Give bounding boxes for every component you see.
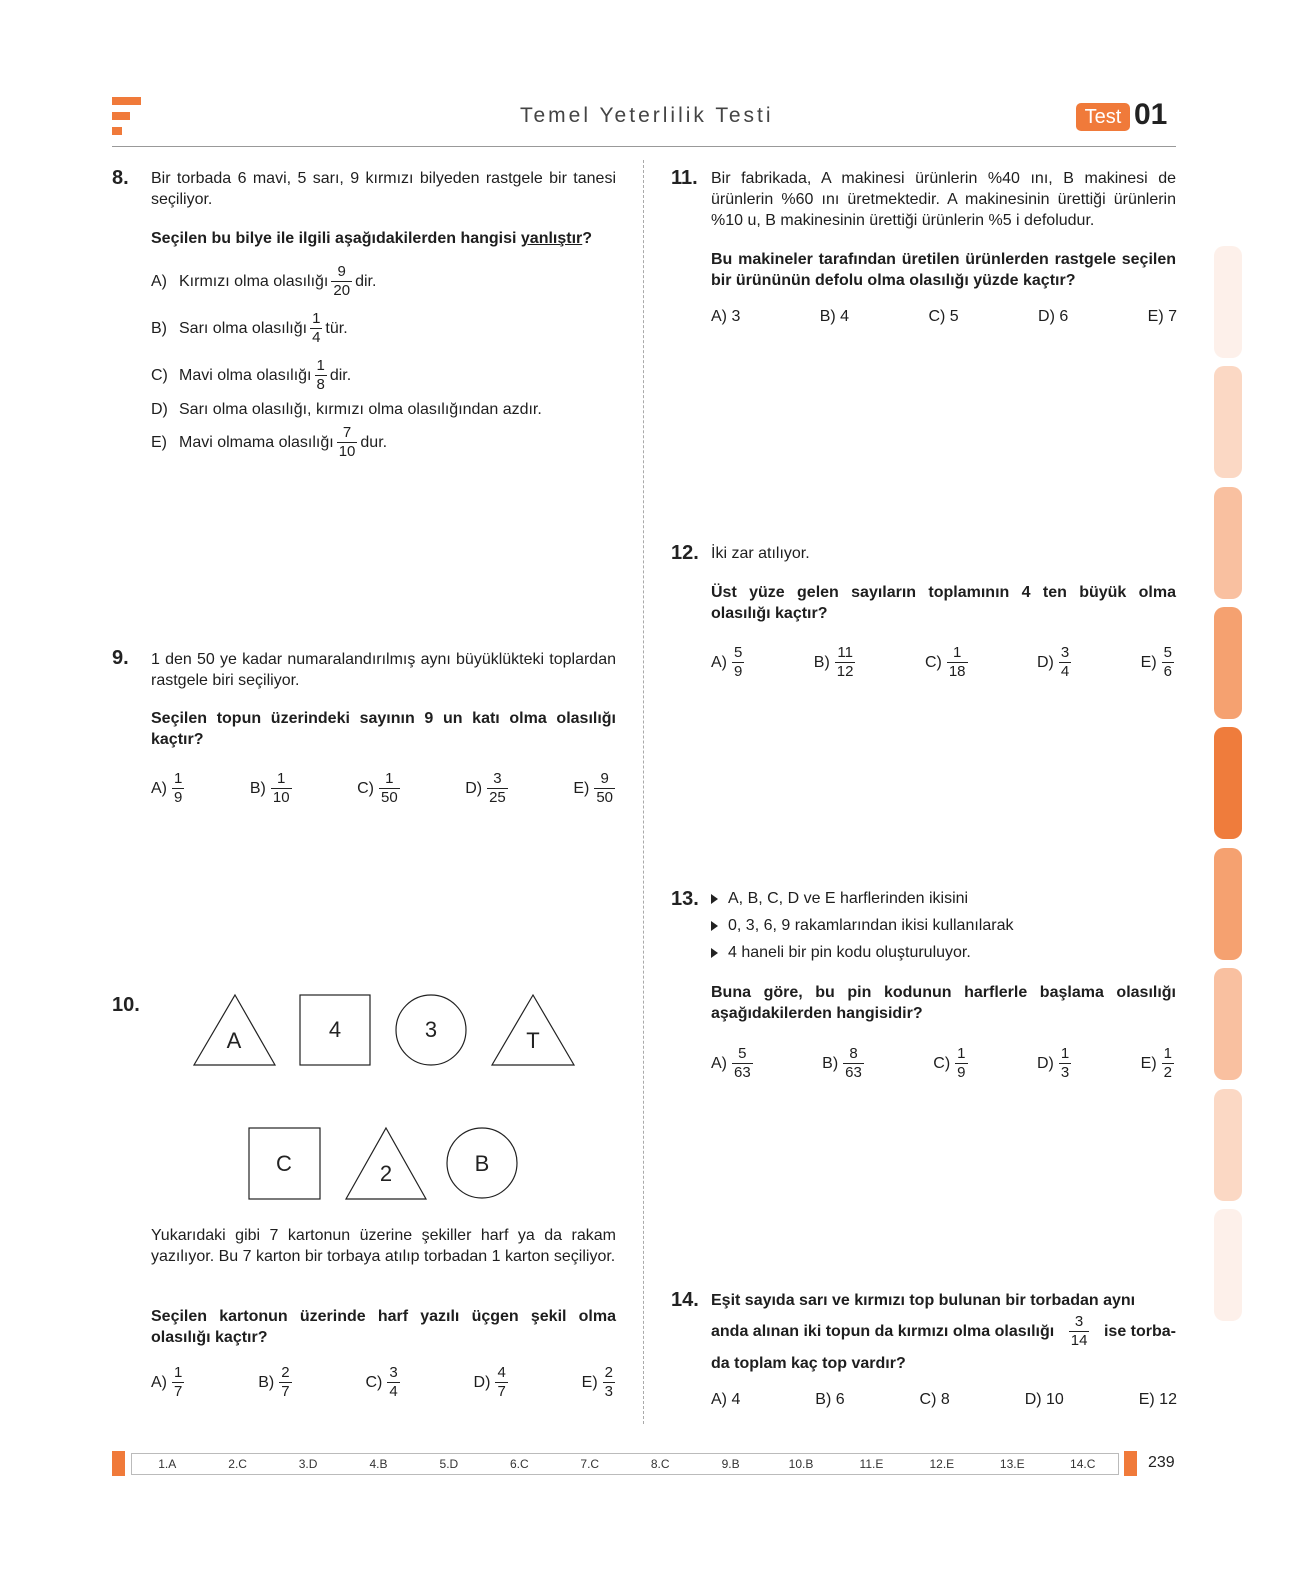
fraction: [1162, 1045, 1174, 1082]
question-14-option-e[interactable]: E) 12: [1138, 1391, 1177, 1408]
test-badge: Test: [1076, 103, 1130, 131]
fraction: [1059, 644, 1071, 681]
fraction-denominator: 14: [1070, 1332, 1088, 1349]
answer-key-item: 2.C: [228, 1457, 247, 1471]
bullet-text: A, B, C, D ve E harflerinden ikisini: [728, 890, 969, 907]
fraction-numerator: 8: [843, 1045, 864, 1064]
question-14-line-3: da toplam kaç top vardır?: [711, 1355, 906, 1372]
fraction: [331, 263, 352, 300]
fraction: [1059, 1045, 1071, 1082]
answer-key-item: 4.B: [369, 1457, 388, 1471]
header-title: Temel Yeterlilik Testi: [520, 104, 774, 127]
answer-bar-left-block: [112, 1451, 125, 1476]
fraction-numerator: 3: [1069, 1313, 1090, 1332]
card-triangle-a: [194, 995, 275, 1065]
fraction-numerator: 1: [316, 357, 325, 374]
question-8-question: [151, 228, 616, 249]
question-8-stem: Bir torbada 6 mavi, 5 sarı, 9 kırmızı bilyeden rastgele bir tanesi seçiliyor.: [151, 170, 616, 208]
question-10-option-c[interactable]: [365, 1364, 402, 1401]
question-13-option-b[interactable]: [822, 1045, 867, 1082]
fraction-denominator: 9: [174, 789, 183, 806]
answer-key-item: 8.C: [650, 1457, 670, 1471]
card-triangle-t: [492, 995, 574, 1065]
choice-label: D): [151, 401, 168, 418]
question-8-question-post: ?: [582, 230, 593, 247]
question-10-number: 10.: [112, 994, 140, 1016]
logo-bar-middle: [112, 112, 130, 120]
fraction-denominator: 25: [489, 789, 506, 806]
fraction: [1162, 644, 1174, 681]
choice-suffix: dir.: [355, 272, 377, 290]
question-10-option-b[interactable]: [258, 1364, 294, 1401]
question-12-option-b[interactable]: [814, 644, 859, 681]
question-14-option-a[interactable]: A) 4: [711, 1391, 741, 1408]
fraction-numerator: 9: [331, 263, 352, 282]
question-10-option-a[interactable]: [151, 1364, 187, 1401]
fraction-denominator: 50: [380, 789, 398, 806]
question-14-line-1: Eşit sayıda sarı ve kırmızı top bulunan bir torbadan aynı: [711, 1292, 1136, 1309]
fraction-denominator: 4: [312, 329, 321, 346]
fraction-numerator: 1: [174, 1364, 183, 1381]
card-square-c: [249, 1128, 320, 1199]
question-13-options: [711, 1045, 1177, 1082]
question-10-option-d[interactable]: [474, 1364, 511, 1401]
question-13-option-e[interactable]: [1141, 1045, 1177, 1082]
question-11-option-a[interactable]: A) 3: [711, 308, 741, 325]
fraction-numerator: 1: [174, 770, 183, 787]
answer-key-item: 13.E: [999, 1457, 1025, 1471]
question-11-option-c[interactable]: C) 5: [928, 308, 959, 325]
question-13-option-a[interactable]: [711, 1045, 756, 1082]
fraction: [172, 770, 184, 807]
fraction-numerator: 2: [604, 1364, 613, 1381]
fraction-denominator: 9: [734, 663, 743, 680]
question-9-options: [151, 770, 618, 807]
bullet-arrow-icon: [711, 921, 718, 931]
fraction-numerator: 5: [734, 644, 743, 661]
card-label: 4: [328, 1017, 342, 1042]
fraction: [594, 770, 615, 807]
question-10-options: [151, 1364, 618, 1401]
choice-label: A): [151, 272, 167, 290]
question-8-number: 8.: [112, 167, 129, 189]
option-label: E): [1140, 653, 1157, 671]
question-13-bullet-1: [711, 890, 968, 908]
question-13-option-c[interactable]: [933, 1045, 970, 1082]
question-13-bullet-2: [711, 917, 1013, 935]
fraction-denominator: 4: [1060, 663, 1070, 680]
card-label: B: [474, 1151, 490, 1176]
card-label: 3: [424, 1017, 438, 1042]
logo-bar-bottom: [112, 127, 122, 135]
answer-key-item: 1.A: [158, 1457, 177, 1471]
question-14-line-2-post: ise torba-: [1103, 1323, 1176, 1340]
option-label: C): [357, 779, 374, 797]
question-11-number: 11.: [671, 167, 698, 189]
fraction-denominator: 3: [604, 1383, 613, 1400]
question-8-choice-b[interactable]: [151, 310, 348, 347]
choice-text: Sarı olma olasılığı, kırmızı olma olasılığından azdır.: [179, 401, 542, 418]
bullet-text: 0, 3, 6, 9 rakamlarından ikisi kullanılarak: [728, 917, 1014, 934]
fraction-denominator: 7: [174, 1383, 183, 1400]
question-14-line-2: [711, 1313, 1176, 1350]
answer-bar-right-block: [1124, 1451, 1137, 1476]
fraction-denominator: 10: [272, 789, 290, 806]
choice-text: Mavi olma olasılığı: [179, 366, 312, 384]
question-11-option-d[interactable]: D) 6: [1038, 308, 1069, 325]
side-tab-3[interactable]: [1214, 487, 1242, 599]
fraction-numerator: 3: [487, 770, 508, 789]
fraction-numerator: 1: [957, 1045, 966, 1062]
question-12-stem: İki zar atılıyor.: [711, 545, 810, 562]
answer-key-bar: [131, 1453, 1119, 1475]
option-label: B): [249, 779, 266, 797]
fraction-denominator: 63: [845, 1064, 862, 1081]
fraction-denominator: 20: [333, 282, 351, 299]
fraction: [337, 424, 358, 461]
question-12-option-d[interactable]: [1037, 644, 1074, 681]
card-label: T: [526, 1028, 540, 1053]
question-8-choice-c[interactable]: [151, 357, 351, 394]
option-label: A): [151, 1373, 167, 1391]
option-label: E): [581, 1373, 598, 1391]
choice-text: Sarı olma olasılığı: [179, 319, 308, 337]
fraction: [315, 357, 327, 394]
question-12-options: [711, 644, 1177, 681]
fraction-denominator: 6: [1163, 663, 1172, 680]
question-9-option-c[interactable]: [357, 770, 403, 807]
answer-key-item: 11.E: [859, 1457, 884, 1471]
option-label: B): [813, 653, 830, 671]
bullet-arrow-icon: [711, 894, 718, 904]
card-circle-3: [396, 995, 466, 1065]
question-12-option-c[interactable]: [925, 644, 971, 681]
fraction-denominator: 2: [1163, 1064, 1172, 1081]
choice-text: Mavi olmama olasılığı: [179, 433, 334, 451]
fraction-numerator: 1: [1060, 1045, 1070, 1062]
question-14-option-c[interactable]: C) 8: [919, 1391, 950, 1408]
question-13-bullet-3: [711, 944, 971, 962]
answer-key-item: 5.D: [439, 1457, 459, 1471]
page-number: 239: [1148, 1454, 1175, 1471]
option-label: A): [711, 653, 727, 671]
answer-key-item: 7.C: [580, 1457, 600, 1471]
fraction-numerator: 5: [732, 1045, 753, 1064]
question-9-option-d[interactable]: [465, 770, 511, 807]
fraction-denominator: 50: [596, 789, 613, 806]
option-label: A): [151, 779, 167, 797]
side-tab-6[interactable]: [1214, 848, 1242, 960]
header-divider: [112, 146, 1176, 147]
question-8-choice-e[interactable]: [151, 424, 387, 461]
side-tab-8[interactable]: [1214, 1089, 1242, 1201]
side-tab-2[interactable]: [1214, 366, 1242, 478]
fraction: [271, 770, 292, 807]
option-label: D): [473, 1373, 491, 1391]
choice-label: B): [151, 319, 167, 337]
fraction-denominator: 10: [338, 443, 356, 460]
fraction: [835, 644, 856, 681]
question-14-option-b[interactable]: B) 6: [815, 1391, 845, 1408]
option-label: C): [924, 653, 942, 671]
answer-key-item: 14.C: [1070, 1457, 1096, 1471]
fraction: [387, 1364, 399, 1401]
fraction: [843, 1045, 864, 1082]
logo-bar-top: [112, 97, 141, 105]
fraction: [172, 1364, 184, 1401]
answer-key-item: 12.E: [929, 1457, 955, 1471]
fraction: [379, 770, 400, 807]
fraction-denominator: 7: [497, 1383, 506, 1400]
fraction-numerator: 1: [947, 644, 968, 663]
column-divider: [643, 160, 644, 1424]
question-11-option-e[interactable]: E) 7: [1147, 308, 1177, 325]
question-9-question: Seçilen topun üzerindeki sayının 9 un katı olma olasılığı kaçtır?: [151, 710, 616, 748]
fraction: [732, 1045, 753, 1082]
question-12-option-e[interactable]: [1141, 644, 1177, 681]
option-label: C): [933, 1054, 951, 1072]
choice-suffix: dir.: [329, 366, 352, 384]
fraction-denominator: 12: [836, 663, 854, 680]
fraction: [947, 644, 968, 681]
question-14-number: 14.: [671, 1289, 699, 1311]
side-tab-7[interactable]: [1214, 968, 1242, 1080]
question-10-cards-figure: [180, 985, 600, 1210]
fraction-denominator: 8: [316, 376, 325, 393]
fraction: [279, 1364, 291, 1401]
question-12-option-a[interactable]: [711, 644, 747, 681]
question-9-option-a[interactable]: [151, 770, 187, 807]
question-13-question: Buna göre, bu pin kodunun harflerle başlama olasılığı aşağıdakilerden hangisidir?: [711, 984, 1176, 1022]
bullet-arrow-icon: [711, 948, 718, 958]
question-8-question-underlined: yanlıştır: [520, 230, 583, 247]
option-label: B): [258, 1373, 275, 1391]
fraction-denominator: 3: [1060, 1064, 1070, 1081]
question-14-option-d[interactable]: D) 10: [1024, 1391, 1064, 1408]
fraction-numerator: 11: [835, 644, 856, 663]
card-label: C: [276, 1151, 292, 1176]
question-9-number: 9.: [112, 647, 129, 669]
question-12-number: 12.: [671, 542, 699, 564]
option-label: C): [365, 1373, 383, 1391]
fraction-numerator: 4: [497, 1364, 506, 1381]
card-circle-b: [447, 1128, 517, 1198]
question-9-option-e[interactable]: [573, 770, 618, 807]
option-label: E): [1140, 1054, 1157, 1072]
choice-suffix: tür.: [325, 319, 348, 337]
choice-label: E): [151, 433, 167, 451]
question-10-stem: Yukarıdaki gibi 7 kartonun üzerine şekiller harf ya da rakam yazılıyor. Bu 7 karton bir torbaya atılıp torbadan 1 karton seçiliyor.: [151, 1227, 616, 1265]
option-label: A): [711, 1054, 727, 1072]
side-tab-5[interactable]: [1214, 727, 1242, 839]
question-11-stem: Bir fabrikada, A makinesi ürünlerin %40 ını, B makinesi de ürünlerin %60 ını üretmektedir. A makinesinin ürettiği ürünlerin %10 u, B makinesinin ürettiği ürünlerin %5 i defoludur.: [711, 170, 1176, 229]
fraction-numerator: 1: [1163, 1045, 1172, 1062]
fraction: [955, 1045, 967, 1082]
question-11-options: [711, 308, 1177, 326]
fraction: [487, 770, 508, 807]
card-label: 2: [379, 1161, 393, 1186]
question-10-question: Seçilen kartonun üzerinde harf yazılı üçgen şekil olma olasılığı kaçtır?: [151, 1308, 616, 1346]
test-number: 01: [1134, 98, 1168, 131]
fraction-numerator: 1: [271, 770, 292, 789]
question-11-option-b[interactable]: B) 4: [819, 308, 850, 325]
answer-key-item: 10.B: [788, 1457, 814, 1471]
question-9-option-b[interactable]: [250, 770, 295, 807]
bullet-text: 4 haneli bir pin kodu oluşturuluyor.: [728, 944, 971, 961]
question-9-stem: 1 den 50 ye kadar numaralandırılmış aynı büyüklükteki toplardan rastgele biri seçiliyor.: [151, 651, 616, 689]
fraction-numerator: 7: [337, 424, 358, 443]
question-8-choice-d[interactable]: [151, 399, 542, 421]
fraction-numerator: 9: [594, 770, 615, 789]
option-label: D): [1036, 1054, 1054, 1072]
fraction-numerator: 1: [379, 770, 400, 789]
option-label: D): [1036, 653, 1054, 671]
fraction-numerator: 3: [1060, 644, 1070, 661]
question-11-question: Bu makineler tarafından üretilen ürünlerden rastgele seçilen bir ürününün defolu olma olasılığı yüzde kaçtır?: [711, 251, 1176, 289]
answer-key-item: 9.B: [721, 1457, 740, 1471]
question-13-option-d[interactable]: [1037, 1045, 1074, 1082]
option-label: E): [573, 779, 590, 797]
question-14-options: [711, 1391, 1177, 1409]
answer-key-item: 6.C: [509, 1457, 529, 1471]
card-label: A: [226, 1028, 242, 1053]
fraction: [310, 310, 322, 347]
fraction-denominator: 7: [281, 1383, 290, 1400]
question-8-question-pre: Seçilen bu bilye ile ilgili aşağıdakilerden hangisi: [151, 230, 521, 247]
answer-key-item: 3.D: [298, 1457, 318, 1471]
fraction: [732, 644, 744, 681]
fraction-denominator: 18: [948, 663, 966, 680]
fraction-numerator: 1: [312, 310, 321, 327]
choice-suffix: dur.: [360, 433, 388, 451]
question-12-question: Üst yüze gelen sayıların toplamının 4 ten büyük olma olasılığı kaçtır?: [711, 584, 1176, 622]
fraction: [1069, 1313, 1090, 1350]
side-tab-4[interactable]: [1214, 607, 1242, 719]
choice-text: Kırmızı olma olasılığı: [179, 272, 329, 290]
card-triangle-2: [346, 1128, 426, 1199]
option-label: D): [465, 779, 483, 797]
fraction-numerator: 2: [281, 1364, 290, 1381]
question-14-line-2-pre: anda alınan iki topun da kırmızı olma olasılığı: [711, 1323, 1055, 1340]
fraction-numerator: 5: [1163, 644, 1172, 661]
fraction: [603, 1364, 615, 1401]
card-square-4: [300, 995, 370, 1065]
fraction: [495, 1364, 507, 1401]
choice-label: C): [151, 366, 168, 384]
question-13-number: 13.: [671, 888, 699, 910]
question-8-choice-a[interactable]: [151, 263, 376, 300]
fraction-denominator: 4: [389, 1383, 398, 1400]
fraction-denominator: 63: [734, 1064, 751, 1081]
side-tab-1[interactable]: [1214, 246, 1242, 358]
fraction-denominator: 9: [957, 1064, 966, 1081]
option-label: B): [822, 1054, 839, 1072]
fraction-numerator: 3: [389, 1364, 398, 1381]
question-10-option-e[interactable]: [582, 1364, 618, 1401]
side-tab-9[interactable]: [1214, 1209, 1242, 1321]
